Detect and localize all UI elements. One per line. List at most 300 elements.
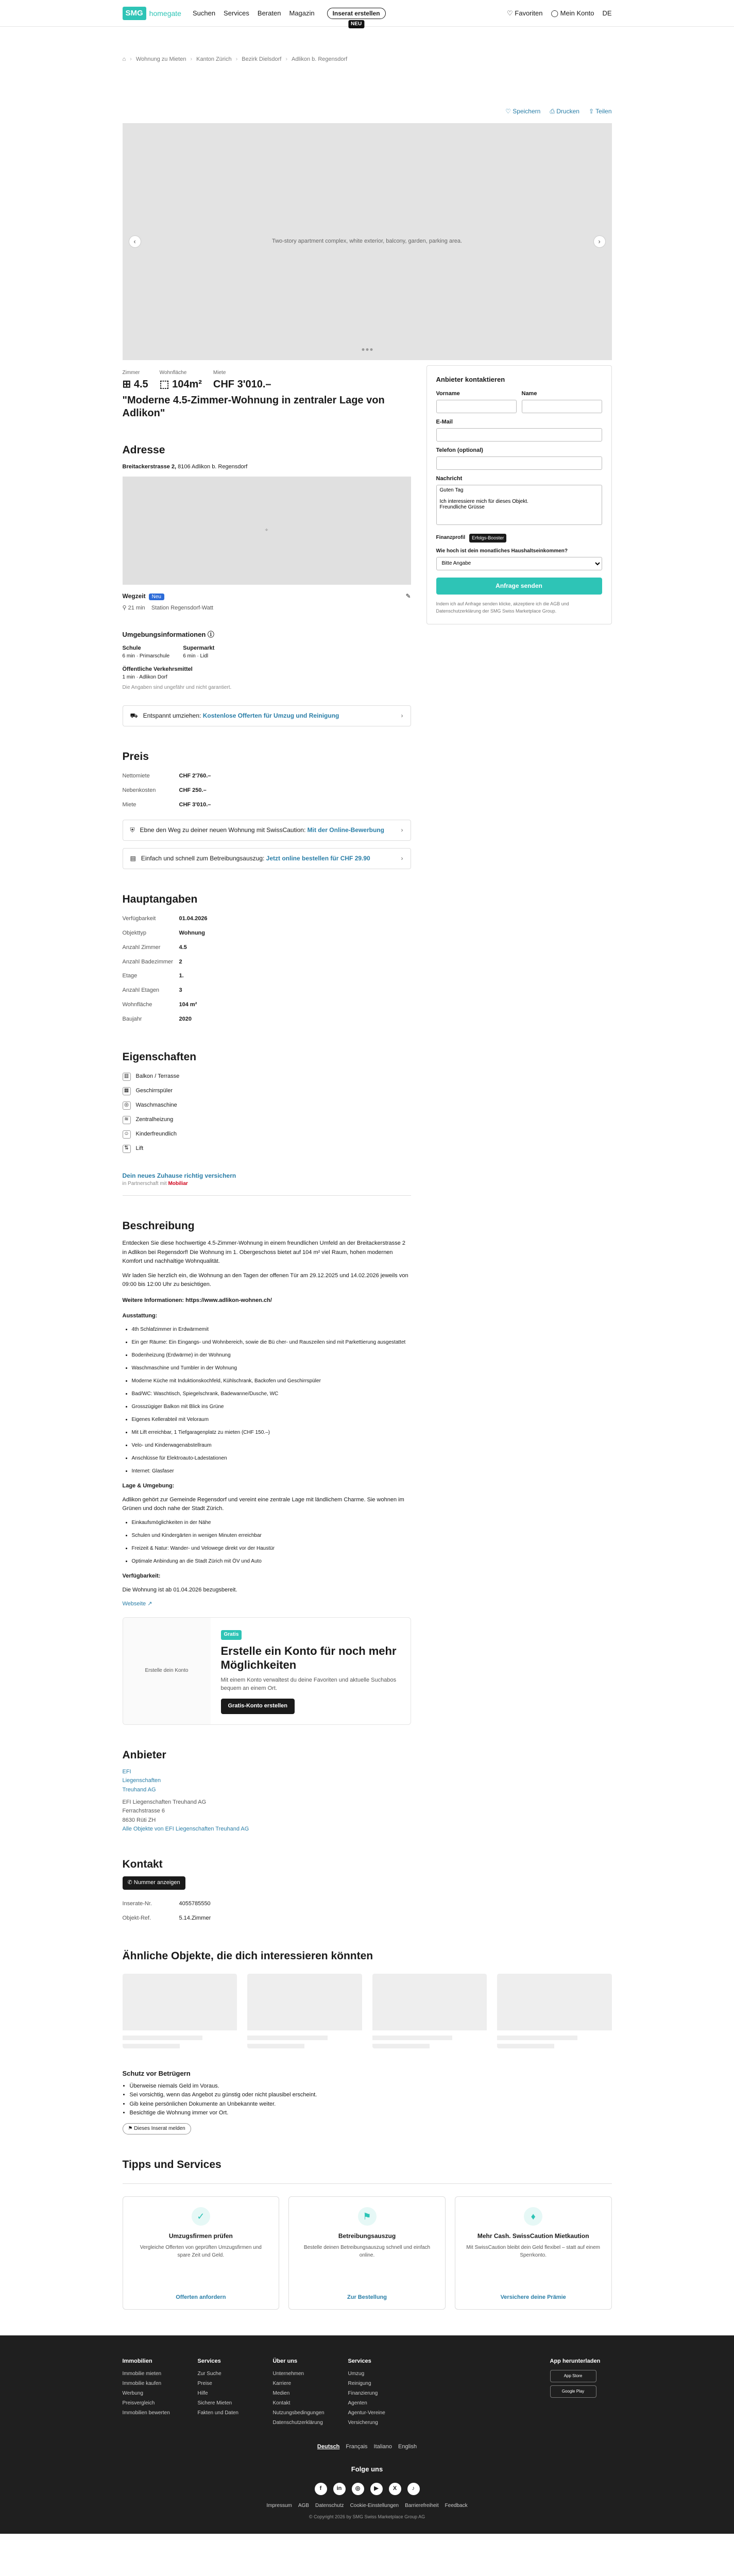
share-label: Teilen xyxy=(595,107,612,115)
skeleton-line xyxy=(372,2036,453,2040)
transport-heading: Öffentliche Verkehrsmittel xyxy=(122,666,193,672)
promo-text: Ebne den Weg zu deiner neuen Wohnung mit SwissCaution: xyxy=(140,826,306,834)
transport-stop: Adlikon Dorf xyxy=(139,674,167,680)
breadcrumb-item[interactable]: Adlikon b. Regensdorf xyxy=(292,56,348,62)
map[interactable] xyxy=(123,477,411,585)
amenity-school-heading: Schule xyxy=(122,645,141,652)
debt-record-promo[interactable] xyxy=(123,848,411,869)
contact-key: Inserate-Nr. xyxy=(122,1901,152,1907)
new-tag: Neu xyxy=(149,594,164,600)
message-field[interactable] xyxy=(436,485,602,525)
tips-services xyxy=(123,2183,612,2310)
chevron-right-icon: › xyxy=(401,826,403,834)
footer-link[interactable]: Preisvergleich xyxy=(122,2400,155,2406)
description-heading: Beschreibung xyxy=(122,1219,195,1232)
similar-image xyxy=(497,1974,612,2030)
provider-line: Liegenschaften xyxy=(122,1777,161,1784)
list-item: • Einkaufsmöglichkeiten in der Nähe xyxy=(132,1519,411,1527)
feature-item xyxy=(123,1070,411,1084)
list-item: • Moderne Küche mit Induktionskochfeld, Kühlschrank, Backofen und Geschirrspüler xyxy=(132,1377,411,1385)
amenities: Schule 6 min · Primarschule Supermarkt 6 min · Lidl xyxy=(122,645,215,659)
price-row xyxy=(123,769,411,784)
list-item: • Optimale Anbindung an die Stadt Zürich mit ÖV und Auto xyxy=(132,1557,411,1565)
feature-label: Kinderfreundlich xyxy=(135,1130,177,1137)
amenity-supermarket-heading: Supermarkt xyxy=(183,645,215,652)
contact-value: 4055785550 xyxy=(179,1901,211,1907)
description-intro: Entdecken Sie diese hochwertige 4.5-Zimmer-Wohnung in einem freundlichen Umfeld an der Breitackerstrasse 2 in Adlikon bei Regensdorf! Die Wohnung im 1. Obergeschoss bietet auf 104 m² viel Raum, hohen modernen Komfort und nachhaltige Wohnqualität. xyxy=(122,1240,405,1265)
finance-profile xyxy=(436,534,602,543)
income-label: Wie hoch ist dein monatliches Haushaltseinkommen? xyxy=(436,548,568,554)
listing-title: "Moderne 4.5-Zimmer-Wohnung in zentraler Lage von Adlikon" xyxy=(122,394,385,419)
list-item: • Internet: Glasfaser xyxy=(132,1467,411,1475)
tip-card xyxy=(288,2196,446,2310)
footer-link[interactable]: Immobilie kaufen xyxy=(122,2380,162,2386)
data-row xyxy=(123,984,411,998)
main-data-heading: Hauptangaben xyxy=(122,893,198,906)
signup-badge: Gratis xyxy=(221,1630,242,1640)
feature-label: Waschmaschine xyxy=(135,1101,177,1108)
data-key: Wohnfläche xyxy=(122,1002,152,1008)
feature-item xyxy=(123,1142,411,1156)
price-key: Miete xyxy=(122,801,136,808)
google-play-badge[interactable]: Google Play xyxy=(550,2385,596,2398)
footer-link[interactable]: Finanzierung xyxy=(348,2390,378,2396)
moving-promo[interactable] xyxy=(123,705,411,726)
nav-magazine[interactable]: Magazin xyxy=(289,9,315,17)
price-value: CHF 3'010.– xyxy=(179,801,211,808)
description-location-heading: Lage & Umgebung: xyxy=(122,1482,175,1489)
language-switch[interactable]: DE xyxy=(602,9,612,17)
heart-icon: ♡ xyxy=(505,107,511,115)
shield-icon: ⛨ xyxy=(130,826,135,834)
list-item: • Grosszügiger Balkon mit Blick ins Grüne xyxy=(132,1403,411,1411)
heating-icon: ≋ xyxy=(123,1116,131,1124)
provider-line: Treuhand AG xyxy=(122,1787,156,1793)
list-item: • Schulen und Kindergärten in wenigen Minuten erreichbar xyxy=(132,1532,411,1539)
provider-name[interactable]: EFI xyxy=(122,1768,131,1775)
edit-icon[interactable]: ✎ xyxy=(405,592,411,600)
list-item: • Eigenes Kellerabteil mit Veloraum xyxy=(132,1416,411,1423)
truck-icon: ⛟ xyxy=(130,711,138,719)
similar-image xyxy=(247,1974,362,2030)
external-link-icon: ↗ xyxy=(147,1601,152,1607)
tip-link[interactable]: Versichere deine Prämie xyxy=(500,2294,566,2300)
gallery-dots xyxy=(362,348,372,351)
data-key: Objekttyp xyxy=(122,929,146,936)
data-key: Anzahl Badezimmer xyxy=(122,958,173,965)
signup-left: Erstelle dein Konto xyxy=(123,1618,211,1724)
data-value: 104 m² xyxy=(179,1002,197,1008)
show-number-label: Nummer anzeigen xyxy=(133,1879,180,1886)
description-availability-heading: Verfügbarkeit: xyxy=(122,1572,161,1579)
nav-advice[interactable]: Beraten xyxy=(257,9,281,17)
data-value: 1. xyxy=(179,973,184,979)
email-label: E-Mail xyxy=(436,419,453,426)
instagram-icon[interactable]: ◎ xyxy=(352,2483,364,2495)
footer-link[interactable]: Kontakt xyxy=(272,2400,291,2406)
feature-label: Balkon / Terrasse xyxy=(135,1073,180,1079)
print-button[interactable] xyxy=(550,107,579,116)
tip-title: Betreibungsauszug xyxy=(338,2232,396,2240)
similar-card[interactable] xyxy=(247,1974,362,2048)
gallery-dot[interactable] xyxy=(366,348,368,351)
address xyxy=(123,463,411,471)
data-row xyxy=(123,912,411,926)
address-street: Breitackerstrasse 2, xyxy=(122,464,177,470)
skeleton-line xyxy=(497,2044,554,2048)
footer-link[interactable]: Datenschutzerklärung xyxy=(272,2419,323,2426)
footer-link[interactable]: Werbung xyxy=(122,2390,143,2396)
phone-label: Telefon (optional) xyxy=(436,447,483,454)
tips-heading: Tipps und Services xyxy=(122,2159,221,2171)
list-item: • Mit Lift erreichbar, 1 Tiefgaragenplatz zu mieten (CHF 150.–) xyxy=(132,1429,411,1436)
price-table xyxy=(123,769,411,812)
list-item: • Besichtige die Wohnung immer vor Ort. xyxy=(130,2109,612,2118)
first-name-label: Vorname xyxy=(436,391,460,397)
breadcrumb-separator: › xyxy=(285,56,287,62)
footer-link[interactable]: Agenten xyxy=(348,2400,367,2406)
check-icon: ✓ xyxy=(192,2207,210,2226)
data-row xyxy=(123,998,411,1012)
gallery-prev-icon[interactable]: ‹ xyxy=(129,235,141,248)
footer-link[interactable]: Immobilie mieten xyxy=(122,2370,162,2377)
data-row xyxy=(123,941,411,955)
travel-time-label: Wegzeit xyxy=(122,592,146,600)
map-pin-icon: ⌖ xyxy=(265,527,268,534)
social-links xyxy=(123,2483,612,2495)
similar-card[interactable] xyxy=(372,1974,487,2048)
contact-heading: Kontakt xyxy=(122,1858,163,1870)
gallery-caption: Two-story apartment complex, white exterior, balcony, garden, parking area. xyxy=(271,238,463,245)
breadcrumb-item[interactable]: Kanton Zürich xyxy=(196,56,232,62)
tip-link[interactable]: Zur Bestellung xyxy=(347,2294,387,2300)
breadcrumb-separator: › xyxy=(235,56,238,62)
elevator-icon: ⇅ xyxy=(123,1145,131,1153)
user-icon: ◯ xyxy=(551,9,559,17)
footer-link[interactable]: Reinigung xyxy=(348,2380,371,2386)
main-column xyxy=(123,360,411,1926)
income-select[interactable] xyxy=(436,557,602,570)
data-key: Baujahr xyxy=(122,1016,142,1023)
address-city: 8106 Adlikon b. Regensdorf xyxy=(178,464,248,470)
price-row xyxy=(123,784,411,798)
account-link[interactable] xyxy=(551,9,594,19)
footer-link[interactable]: Versicherung xyxy=(348,2419,378,2426)
first-name-field[interactable] xyxy=(436,400,517,413)
breadcrumb-item[interactable]: Bezirk Dielsdorf xyxy=(242,56,282,62)
rooms-label: Zimmer xyxy=(122,370,140,376)
promo-link[interactable]: Jetzt online bestellen für CHF 29.90 xyxy=(266,854,370,862)
signup-body: Mit einem Konto verwaltest du deine Favoriten und aktuelle Suchabos bequem an einem Ort. xyxy=(220,1676,397,1691)
list-item: • Waschmaschine und Tumbler in der Wohnung xyxy=(132,1364,411,1372)
heart-icon: ♡ xyxy=(507,9,513,17)
description-features-heading: Ausstattung: xyxy=(122,1312,158,1319)
sidebar xyxy=(426,365,612,1926)
dishwasher-icon: ▦ xyxy=(123,1087,131,1095)
child-icon: ☺ xyxy=(123,1130,131,1139)
key-stats xyxy=(123,369,411,392)
list-item: • Sei vorsichtig, wenn das Angebot zu günstig oder nicht plausibel erscheint. xyxy=(130,2091,612,2100)
price-heading: Preis xyxy=(122,751,149,763)
data-row xyxy=(123,969,411,984)
diamond-icon: ♦ xyxy=(524,2207,542,2226)
linkedin-icon[interactable]: in xyxy=(333,2483,346,2495)
finance-profile-label: Finanzprofil xyxy=(436,535,466,541)
footer-link[interactable]: Immobilien bewerten xyxy=(122,2410,170,2416)
create-account-button[interactable]: Gratis-Konto erstellen xyxy=(221,1699,295,1714)
legal-links xyxy=(123,2502,612,2510)
image-gallery[interactable] xyxy=(123,123,612,360)
rent-label: Miete xyxy=(213,370,226,376)
promo-text: Entspannt umziehen: xyxy=(143,711,201,719)
provider-line: 8630 Rüti ZH xyxy=(122,1817,156,1823)
data-value: 2020 xyxy=(179,1016,192,1023)
legal-link[interactable]: Feedback xyxy=(445,2502,468,2509)
data-row xyxy=(123,955,411,970)
area-value: 104m² xyxy=(172,378,202,390)
similar-heading: Ähnliche Objekte, die dich interessieren könnten xyxy=(122,1950,373,1962)
promo-link[interactable]: Kostenlose Offerten für Umzug und Reinigung xyxy=(202,711,339,719)
surroundings-heading-text: Umgebungsinformationen xyxy=(122,630,206,638)
list-item: • Bodenheizung (Erdwärme) in der Wohnung xyxy=(132,1351,411,1359)
nav-search[interactable]: Suchen xyxy=(192,9,216,17)
list-item: • Ein ger Räume: Ein Eingangs- und Wohnbereich, sowie die Bü cher- und Rauszeilen sind mit Parkettierung ausgestattet xyxy=(132,1338,411,1346)
language-option[interactable]: Deutsch xyxy=(317,2443,340,2450)
logo[interactable] xyxy=(123,7,181,20)
similar-listings xyxy=(123,1974,612,2048)
breadcrumb-item[interactable]: Wohnung zu Mieten xyxy=(135,56,186,62)
footer-heading: Services xyxy=(348,2358,371,2364)
legal-link[interactable]: Datenschutz xyxy=(315,2502,344,2509)
travel-time xyxy=(123,592,411,601)
footer-link[interactable]: Preise xyxy=(197,2380,212,2386)
data-key: Anzahl Zimmer xyxy=(122,944,161,951)
show-number-button[interactable] xyxy=(123,1876,185,1890)
data-row xyxy=(123,1012,411,1027)
account-label: Mein Konto xyxy=(560,9,594,17)
provider-all-listings-link[interactable]: Alle Objekte von EFI Liegenschaften Treuhand AG xyxy=(122,1826,249,1833)
nav-services[interactable]: Services xyxy=(224,9,249,17)
data-key: Verfügbarkeit xyxy=(122,915,156,922)
surroundings-heading xyxy=(123,630,411,640)
email-field[interactable] xyxy=(436,428,602,442)
footer-link[interactable]: Hilfe xyxy=(197,2390,208,2396)
report-listing-button[interactable] xyxy=(123,2123,191,2135)
message-label: Nachricht xyxy=(436,475,463,482)
footer-link[interactable]: Umzug xyxy=(348,2370,365,2377)
tip-text: Mit SwissCaution bleibt dein Geld flexibel – statt auf einem Sperrkonto. xyxy=(466,2245,600,2259)
washing-machine-icon: ◎ xyxy=(123,1101,131,1110)
favorites-link[interactable] xyxy=(507,9,542,19)
feature-item xyxy=(123,1127,411,1142)
last-name-label: Name xyxy=(521,391,537,397)
description-location-list xyxy=(123,1519,411,1565)
skeleton-line xyxy=(372,2044,430,2048)
flag-icon: ⚑ xyxy=(128,2125,133,2131)
footer-link[interactable]: Zur Suche xyxy=(197,2370,221,2377)
footer-link[interactable]: Sichere Mieten xyxy=(197,2400,232,2406)
amenity-time: 6 min xyxy=(183,653,196,659)
contact-value: 5.14.Zimmer xyxy=(179,1915,211,1922)
tiktok-icon[interactable]: ♪ xyxy=(407,2483,420,2495)
document-icon: ▤ xyxy=(130,854,136,862)
feature-label: Lift xyxy=(135,1145,144,1151)
similar-image xyxy=(372,1974,487,2030)
price-key: Nettomiete xyxy=(122,772,150,779)
app-store-badge[interactable]: App Store xyxy=(550,2370,596,2382)
price-row xyxy=(123,798,411,812)
data-value: 2 xyxy=(179,958,182,965)
footer-heading: Services xyxy=(197,2358,221,2364)
success-booster-badge: Erfolgs-Booster xyxy=(469,534,506,543)
footer-heading: App herunterladen xyxy=(550,2358,601,2364)
signup-headline: Erstelle ein Konto für noch mehr Möglichkeiten xyxy=(220,1644,397,1672)
data-key: Etage xyxy=(122,973,138,979)
website-link[interactable] xyxy=(123,1600,411,1609)
price-value: CHF 250.– xyxy=(179,787,207,793)
travel-duration: 21 min xyxy=(128,604,145,611)
data-value: 01.04.2026 xyxy=(179,915,208,922)
contact-row xyxy=(123,1897,411,1911)
description xyxy=(123,1218,411,1609)
language-option[interactable]: Italiano xyxy=(373,2443,392,2450)
footer-link[interactable]: Agentur-Vereine xyxy=(348,2410,385,2416)
print-label: Drucken xyxy=(556,107,579,115)
favorites-label: Favoriten xyxy=(515,9,543,17)
list-item: • Anschlüsse für Elektroauto-Ladestationen xyxy=(132,1454,411,1462)
save-label: Speichern xyxy=(513,107,541,115)
tip-text: Bestelle deinen Betreibungsauszug schnell und einfach online. xyxy=(303,2245,431,2259)
save-button[interactable] xyxy=(505,107,540,116)
description-features-list xyxy=(123,1326,411,1475)
list-item: • Velo- und Kinderwagenabstellraum xyxy=(132,1442,411,1449)
chevron-right-icon: › xyxy=(401,854,403,862)
data-value: 3 xyxy=(179,987,182,994)
language-option[interactable]: Français xyxy=(346,2443,368,2450)
travel-destination: Station Regensdorf-Watt xyxy=(151,604,213,611)
skeleton-line xyxy=(123,2044,180,2048)
feature-label: Zentralheizung xyxy=(135,1116,174,1123)
scam-heading: Schutz vor Betrügern xyxy=(122,2069,191,2077)
data-value: 4.5 xyxy=(179,944,187,951)
list-item: • Gib keine persönlichen Dokumente an Unbekannte weiter. xyxy=(130,2100,612,2109)
legal-link[interactable]: Cookie-Einstellungen xyxy=(350,2502,399,2509)
swisscaution-promo[interactable] xyxy=(123,820,411,841)
home-icon[interactable]: ⌂ xyxy=(122,56,126,62)
legal-link[interactable]: AGB xyxy=(298,2502,309,2509)
data-key: Anzahl Etagen xyxy=(122,987,160,994)
rent-value: CHF 3'010.– xyxy=(213,378,271,390)
provider-line: EFI Liegenschaften Treuhand AG xyxy=(122,1799,207,1805)
list-item: • 4th Schlafzimmer in Erdwärmemit xyxy=(132,1326,411,1333)
features-heading: Eigenschaften xyxy=(122,1051,197,1063)
tip-link[interactable]: Offerten anfordern xyxy=(176,2294,226,2300)
balcony-icon: ▥ xyxy=(123,1073,131,1081)
x-icon[interactable]: X xyxy=(389,2483,401,2495)
feature-item xyxy=(123,1084,411,1098)
gallery-next-icon[interactable]: › xyxy=(593,235,606,248)
create-listing-button[interactable]: Inserat erstellen xyxy=(327,8,386,19)
legal-link[interactable]: Barrierefreiheit xyxy=(405,2502,439,2509)
walk-icon: ⚲ xyxy=(122,604,127,611)
phone-field[interactable] xyxy=(436,456,602,470)
data-row xyxy=(123,926,411,941)
footer-link[interactable]: Karriere xyxy=(272,2380,292,2386)
share-button[interactable] xyxy=(589,107,612,116)
address-heading: Adresse xyxy=(122,444,165,456)
promo-text: Einfach und schnell zum Betreibungsauszug: xyxy=(141,854,265,862)
tip-card xyxy=(123,2196,280,2310)
tip-title: Umzugsfirmen prüfen xyxy=(168,2232,233,2240)
skeleton-line xyxy=(123,2036,203,2040)
tip-title: Mehr Cash. SwissCaution Mietkaution xyxy=(477,2232,589,2240)
site-footer xyxy=(0,2335,734,2534)
list-item: • Bad/WC: Waschtisch, Spiegelschrank, Badewanne/Dusche, WC xyxy=(132,1390,411,1398)
gallery-dot[interactable] xyxy=(370,348,372,351)
footer-heading: Über uns xyxy=(272,2358,298,2364)
send-request-button[interactable]: Anfrage senden xyxy=(436,578,602,595)
signup-card xyxy=(123,1617,411,1725)
similar-card[interactable] xyxy=(123,1974,237,2048)
legal-link[interactable]: Impressum xyxy=(266,2502,292,2509)
follow-us-heading: Folge uns xyxy=(351,2465,383,2473)
footer-link[interactable]: Nutzungsbedingungen xyxy=(272,2410,325,2416)
travel-row xyxy=(123,604,411,613)
promo-link[interactable]: Mit der Online-Bewerbung xyxy=(307,826,384,834)
tip-text: Vergleiche Offerten von geprüften Umzugsfirmen und spare Zeit und Geld. xyxy=(140,2245,262,2259)
transport: Öffentliche Verkehrsmittel 1 min · Adlikon Dorf xyxy=(122,666,193,680)
last-name-field[interactable] xyxy=(522,400,602,413)
logo-text: homegate xyxy=(149,9,181,18)
website-label: Webseite xyxy=(122,1601,146,1607)
footer-link[interactable]: Unternehmen xyxy=(272,2370,304,2377)
insurance-box xyxy=(123,1172,411,1196)
form-disclaimer: Indem ich auf Anfrage senden klicke, akzeptiere ich die AGB und Datenschutzerklärung der SMG Swiss Marketplace Group. xyxy=(436,601,569,614)
rooms-value: 4.5 xyxy=(133,378,148,390)
contact-form xyxy=(426,365,612,624)
provider-line: Ferrachstrasse 6 xyxy=(122,1808,165,1815)
insurance-link[interactable]: Dein neues Zuhause richtig versichern xyxy=(122,1172,236,1179)
feature-item xyxy=(123,1113,411,1127)
copyright: © Copyright 2026 by SMG Swiss Marketplace Group AG xyxy=(309,2514,425,2519)
description-more-info[interactable]: Weitere Informationen: https://www.adlikon-wohnen.ch/ xyxy=(122,1297,272,1303)
description-open-house: Wir laden Sie herzlich ein, die Wohnung an den Tagen der offenen Tür am 29.12.2025 und 14.02.2026 jeweils von 09:00 bis 12:00 Uhr zu besichtigen. xyxy=(122,1272,408,1288)
skeleton-line xyxy=(247,2044,304,2048)
facebook-icon[interactable]: f xyxy=(315,2483,327,2495)
print-icon: ⎙ xyxy=(550,107,555,115)
mobiliar-logo: Mobiliar xyxy=(168,1181,188,1187)
feature-item xyxy=(123,1098,411,1113)
youtube-icon[interactable]: ▶ xyxy=(370,2483,383,2495)
similar-card[interactable] xyxy=(497,1974,612,2048)
phone-icon: ✆ xyxy=(127,1879,132,1886)
footer-link[interactable]: Fakten und Daten xyxy=(197,2410,238,2416)
provider-heading: Anbieter xyxy=(122,1749,166,1761)
amenities-note: Die Angaben sind ungefähr und nicht garantiert. xyxy=(122,685,232,691)
logo-mark: SMG xyxy=(123,7,146,20)
share-icon: ⇪ xyxy=(588,107,594,115)
footer-link[interactable]: Medien xyxy=(272,2390,290,2396)
features-list xyxy=(123,1070,411,1156)
gallery-dot[interactable] xyxy=(362,348,364,351)
info-icon[interactable]: ⓘ xyxy=(207,630,214,638)
skeleton-line xyxy=(247,2036,328,2040)
contact-key: Objekt-Ref. xyxy=(122,1915,151,1922)
contact-form-heading: Anbieter kontaktieren xyxy=(436,376,505,384)
language-option[interactable]: English xyxy=(398,2443,417,2450)
breadcrumb-separator: › xyxy=(130,56,132,62)
breadcrumb-separator: › xyxy=(190,56,193,62)
